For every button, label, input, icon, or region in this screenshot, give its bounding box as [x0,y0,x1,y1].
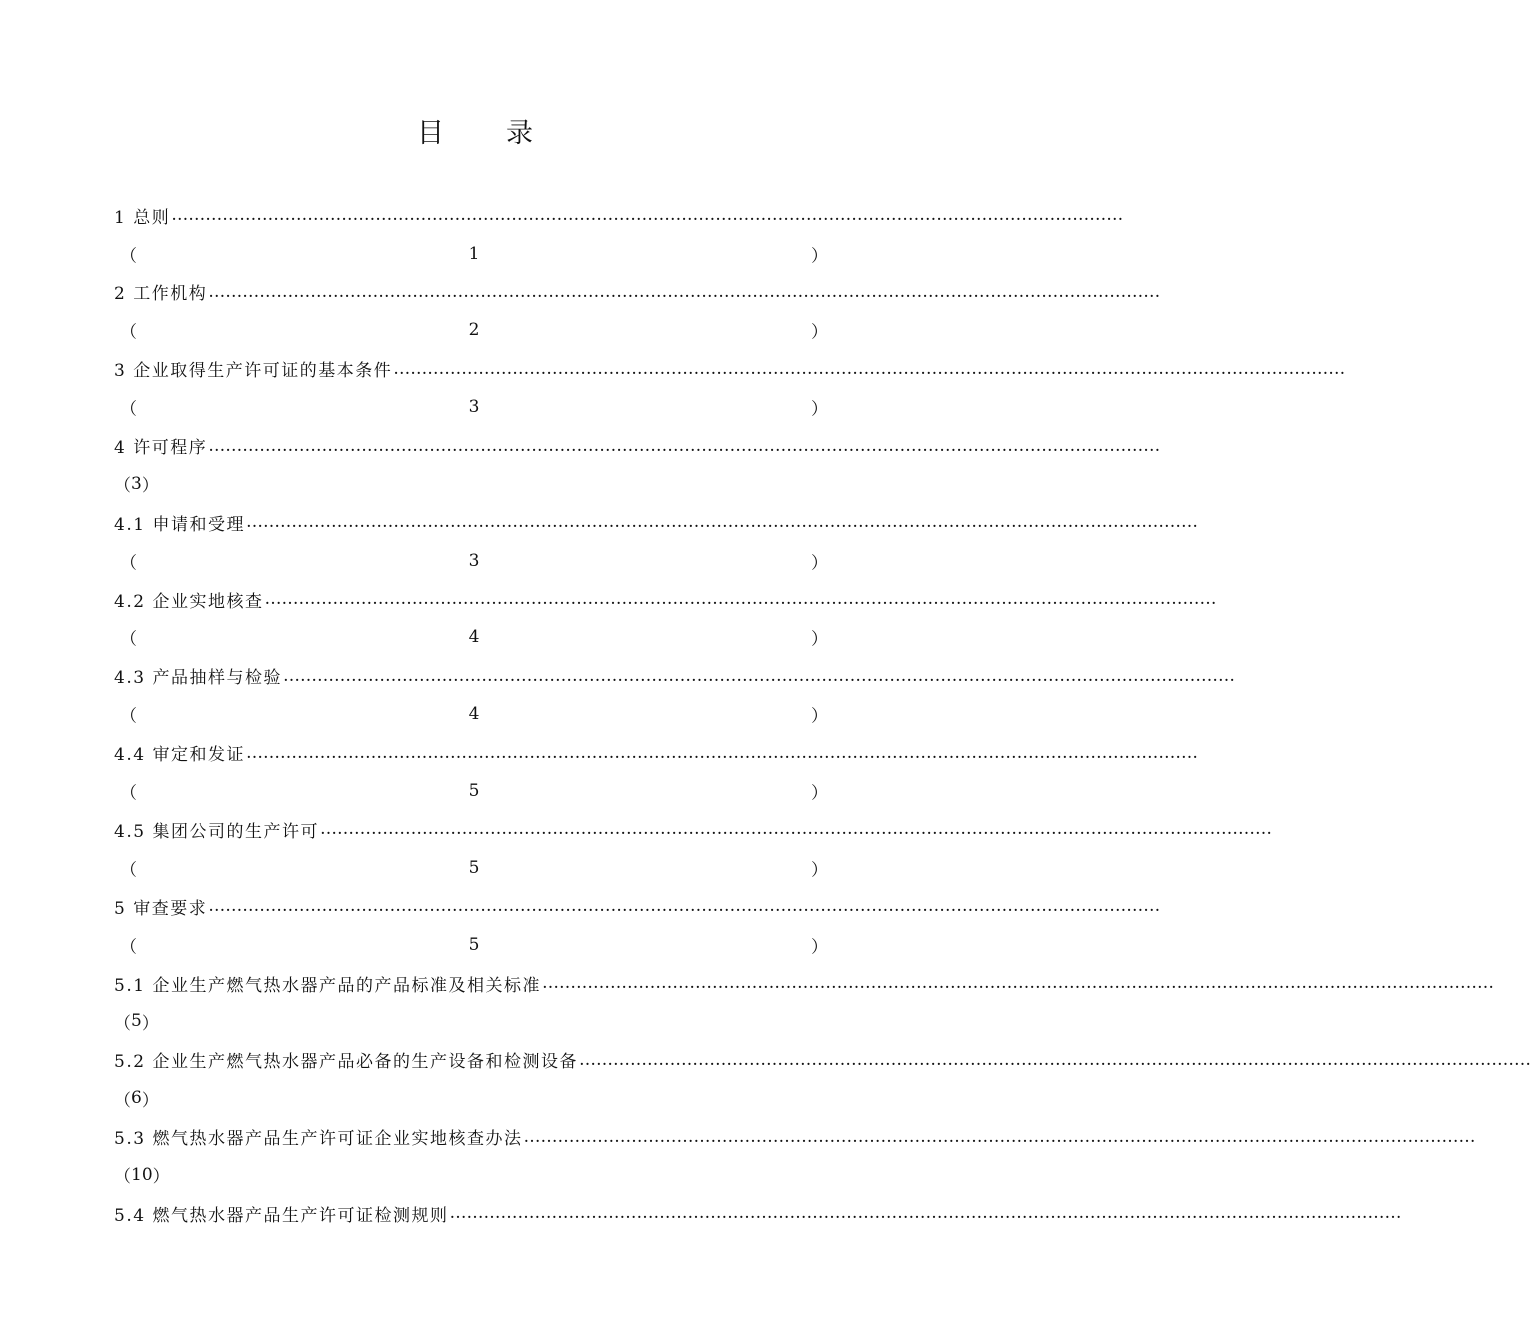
open-paren: （ [120,322,137,343]
open-paren: （ [120,553,137,574]
page-number: 5 [468,857,480,878]
page-number: 5 [468,934,480,955]
open-paren: （ [114,1167,131,1188]
close-paren: ） [811,860,828,881]
toc-page-ref [114,772,834,810]
open-paren: （ [120,860,137,881]
toc-entry-label: 3 企业取得生产许可证的基本条件 [114,361,393,382]
close-paren: ） [811,399,828,420]
page-number: 4 [468,627,480,648]
toc-entry-5-4[interactable] [114,1194,1402,1232]
toc-entry-label: 4.3 产品抽样与检验 [114,668,282,689]
title-char-1: 目 [417,118,444,149]
open-paren: （ [120,246,137,267]
page-number: 10 [131,1164,153,1185]
dot-leader: …………………………………………………………………………………………………………………………………………………… [171,205,1124,226]
toc-entry-5-3[interactable] [114,1117,1476,1155]
page-number: 3 [468,397,480,418]
dot-leader: …………………………………………………………………………………………………………………………………………………… [541,973,1494,993]
close-paren: ） [811,629,828,650]
title-char-2: 录 [506,118,533,149]
toc-entry-1[interactable] [114,196,1124,234]
toc-entry-label: 2 工作机构 [114,284,208,305]
toc-entry-5-2[interactable] [114,1041,1531,1079]
dot-leader: …………………………………………………………………………………………………………………………………………………… [245,742,1198,763]
page-number: 2 [468,320,480,341]
dot-leader: …………………………………………………………………………………………………………………………………………………… [282,665,1235,686]
close-paren: ） [141,476,159,497]
page-number: 5 [468,781,480,802]
page-number: 3 [468,550,480,571]
open-paren: （ [114,1013,131,1034]
dot-leader: …………………………………………………………………………………………………………………………………………………… [264,589,1217,610]
toc-entry-4-5[interactable] [114,810,1272,848]
toc-entry-label: 4.2 企业实地核查 [114,591,264,612]
toc-entry-5[interactable] [114,887,1161,925]
toc-page-ref [114,695,834,733]
dot-leader: …………………………………………………………………………………………………………………………………………………… [245,512,1198,533]
dot-leader: …………………………………………………………………………………………………………………………………………………… [208,281,1161,302]
toc-entry-3[interactable] [114,350,1346,388]
dot-leader: …………………………………………………………………………………………………………………………………………………… [578,1049,1531,1070]
close-paren: ） [141,1090,159,1111]
toc-page-ref [114,925,834,963]
toc-entry-4-4[interactable] [114,733,1198,771]
toc-page-ref [114,1079,834,1117]
close-paren: ） [811,783,828,804]
toc-entry-label: 4.1 申请和受理 [114,514,245,535]
dot-leader: …………………………………………………………………………………………………………………………………………………… [319,819,1272,840]
page-title [0,114,950,154]
close-paren: ） [811,322,828,343]
toc-page-ref [114,618,834,656]
toc-entry-label: 4.5 集团公司的生产许可 [114,821,319,842]
toc-entry-label: 4 许可程序 [114,438,208,459]
close-paren: ） [811,553,828,574]
toc-page-ref [114,234,834,272]
table-of-contents [114,196,1531,1233]
dot-leader: …………………………………………………………………………………………………………………………………………………… [393,358,1346,379]
toc-page-ref [114,849,834,887]
toc-entry-label: 5.2 企业生产燃气热水器产品必备的生产设备和检测设备 [114,1052,578,1073]
open-paren: （ [120,399,137,420]
close-paren: ） [811,706,828,727]
page-number: 4 [468,704,480,725]
page-number: 6 [131,1088,142,1109]
page-number: 3 [131,473,142,494]
toc-entry-label: 1 总则 [114,207,171,228]
dot-leader: …………………………………………………………………………………………………………………………………………………… [449,1203,1402,1224]
toc-page-ref [114,311,834,349]
toc-entry-label: 5.1 企业生产燃气热水器产品的产品标准及相关标准 [114,975,541,996]
toc-entry-label: 5.4 燃气热水器产品生产许可证检测规则 [114,1205,449,1226]
open-paren: （ [120,937,137,958]
page-number: 1 [468,243,480,264]
open-paren: （ [114,476,131,497]
close-paren: ） [141,1013,159,1034]
open-paren: （ [120,706,137,727]
toc-page-ref [114,1002,834,1040]
toc-entry-5-1[interactable] [114,964,1494,1002]
dot-leader: …………………………………………………………………………………………………………………………………………………… [208,435,1161,456]
toc-entry-label: 5.3 燃气热水器产品生产许可证企业实地核查办法 [114,1129,523,1150]
open-paren: （ [120,783,137,804]
toc-entry-2[interactable] [114,273,1161,311]
close-paren: ） [811,937,828,958]
toc-page-ref [114,542,834,580]
toc-page-ref [114,388,834,426]
toc-entry-4-3[interactable] [114,657,1235,695]
close-paren: ） [152,1167,170,1188]
page-number: 5 [131,1011,142,1032]
toc-page-ref [114,465,834,503]
toc-entry-label: 4.4 审定和发证 [114,745,245,766]
open-paren: （ [120,629,137,650]
open-paren: （ [114,1090,131,1111]
toc-entry-4-1[interactable] [114,503,1198,541]
dot-leader: …………………………………………………………………………………………………………………………………………………… [208,896,1161,917]
close-paren: ） [811,246,828,267]
toc-page-ref [114,1156,834,1194]
toc-entry-label: 5 审查要求 [114,898,208,919]
dot-leader: …………………………………………………………………………………………………………………………………………………… [523,1126,1476,1147]
toc-entry-4[interactable] [114,426,1161,464]
toc-entry-4-2[interactable] [114,580,1217,618]
